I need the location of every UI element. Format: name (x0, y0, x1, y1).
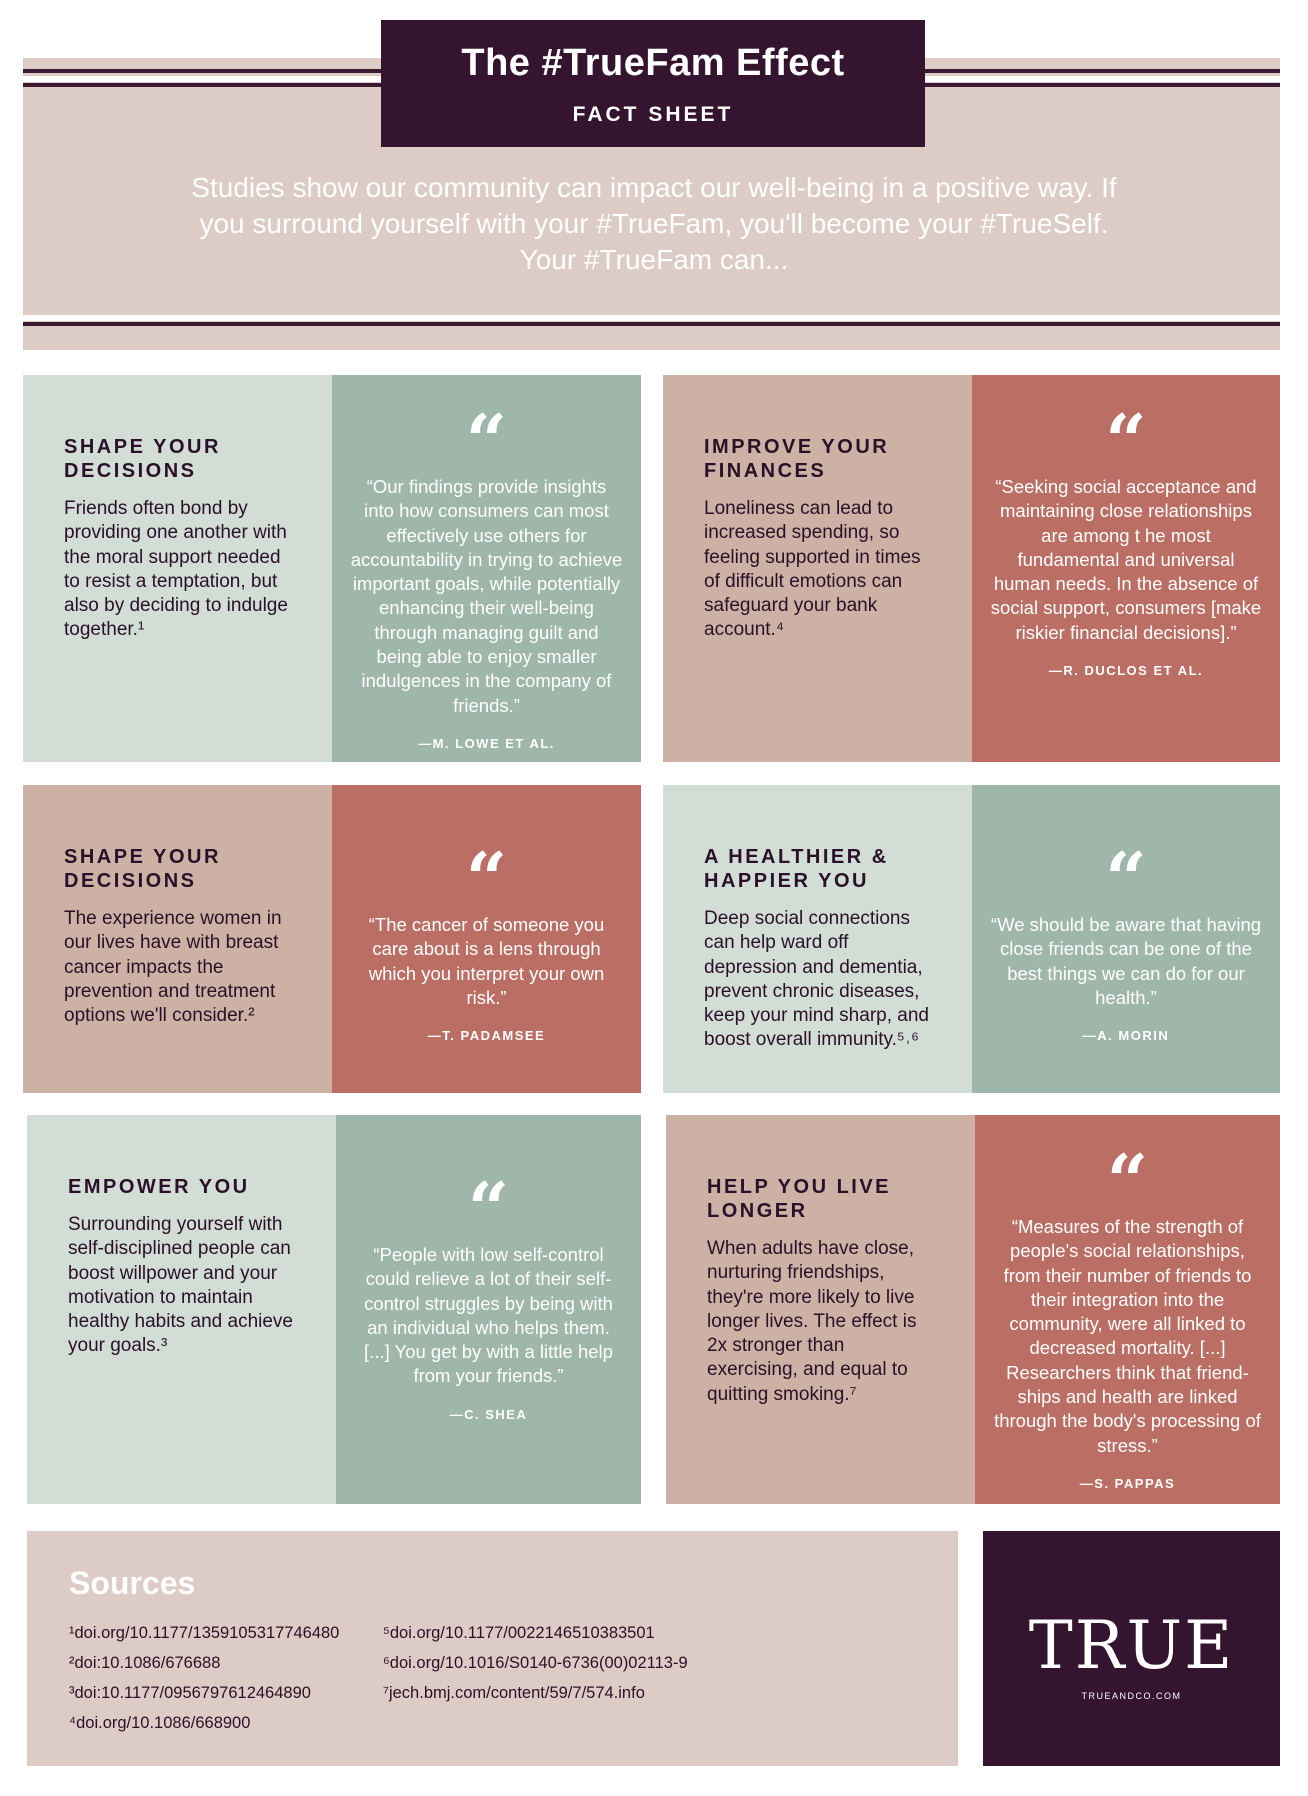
source-item: ⁵doi.org/10.1177/0022146510383501 (383, 1624, 655, 1642)
quote-card-padamsee (332, 785, 641, 1093)
quote-text: “Measures of the strength of people's social relationships, from their number of friends to their integration into the community, were all linked to decreased mortality. [...] Researchers think that friend-ships and health are linked through the body's processing of stress.” (994, 1216, 1261, 1456)
sources-title: Sources (69, 1565, 196, 1601)
header-rule (23, 322, 1280, 326)
source-item: ⁷jech.bmj.com/content/59/7/574.info (383, 1684, 645, 1702)
source-item: ⁴doi.org/10.1086/668900 (69, 1714, 251, 1732)
source-item: ³doi:10.1177/0956797612464890 (69, 1684, 311, 1702)
quote-mark-icon: “ (1105, 836, 1147, 921)
quote-mark-icon: “ (467, 1166, 510, 1251)
card-heading: SHAPE YOUR DECISIONS (64, 436, 221, 482)
card-body: Loneliness can lead to increased spending, so feeling supported in times of difficult emotions can safeguard your bank account.⁴ (704, 498, 921, 641)
card-heading: SHAPE YOUR DECISIONS (64, 846, 221, 892)
sources-column-left (69, 1618, 339, 1738)
quote-attribution: —M. LOWE ET AL. (418, 735, 555, 751)
quote-attribution: —C. SHEA (449, 1406, 528, 1422)
quote-card-morin (972, 785, 1280, 1093)
true-logo: TRUE (1028, 1607, 1235, 1684)
quote-mark-icon: “ (465, 836, 508, 921)
card-body: The experience women in our lives have with breast cancer impacts the prevention and treatment options we'll consider.² (64, 908, 282, 1027)
quote-text: “The cancer of someone you care about is a lens through which you interpret your own risk.” (368, 914, 605, 1008)
quote-attribution: —R. DUCLOS ET AL. (1048, 663, 1204, 679)
sources-panel (27, 1531, 958, 1766)
quote-text: “Seeking social acceptance and maintaining close relationships are among t he most fundamental and universal human needs. In the absence of social support, consumers [make riskier financial decisions].” (990, 476, 1262, 643)
card-heading: EMPOWER YOU (68, 1176, 250, 1198)
sources-column-right (383, 1618, 688, 1708)
quote-card-shea (336, 1115, 641, 1504)
quote-text: “People with low self-control could relieve a lot of their self-control struggles by being with an individual who helps them. [...] You get by with a little help from your friends.” (364, 1244, 613, 1387)
title-box (381, 20, 925, 147)
page-title: The #TrueFam Effect (461, 42, 845, 84)
card-body: Surrounding yourself with self-disciplined people can boost willpower and your motivation to maintain healthy habits and achieve your goals.³ (68, 1214, 293, 1357)
quote-card-duclos (972, 375, 1280, 762)
header-rule-gap (23, 315, 1280, 321)
quote-mark-icon: “ (1106, 1138, 1149, 1223)
card-body: Friends often bond by providing one another with the moral support needed to resist a temptation, but also by deciding to indulge together.¹ (64, 498, 288, 641)
info-card-shape-decisions (23, 375, 332, 762)
card-heading: A HEALTHIER & HAPPIER YOU (704, 846, 889, 892)
quote-attribution: —S. PAPPAS (1079, 1475, 1176, 1491)
quote-mark-icon: “ (1105, 398, 1147, 483)
quote-attribution: —T. PADAMSEE (427, 1028, 546, 1044)
quote-text: “We should be aware that having close friends can be one of the best things we can do for our health.” (990, 914, 1262, 1008)
quote-card-pappas (975, 1115, 1280, 1504)
quote-mark-icon: “ (465, 398, 508, 483)
source-item: ¹doi.org/10.1177/1359105317746480 (69, 1624, 340, 1642)
quote-card-lowe (332, 375, 641, 762)
info-card-finances (663, 375, 972, 762)
card-body: When adults have close, nurturing friendships, they're more likely to live longer lives. The effect is 2x stronger than exercising, and equal to quitting smoking.⁷ (707, 1238, 917, 1405)
card-heading: HELP YOU LIVE LONGER (707, 1176, 892, 1222)
info-card-healthier (663, 785, 972, 1093)
info-card-empower (27, 1115, 336, 1504)
page-subtitle: FACT SHEET (572, 103, 734, 126)
card-body: Deep social connections can help ward off depression and dementia, prevent chronic diseases, keep your mind sharp, and boost overall immunity.⁵˒⁶ (704, 908, 929, 1051)
quote-attribution: —A. MORIN (1082, 1028, 1170, 1044)
quote-text: “Our findings provide insights into how consumers can most effectively use others for accountability in trying to achieve important goals, while potentially enhancing their well-being through managing guilt and being able to enjoy smaller indulgences in the company of friends.” (350, 476, 623, 716)
info-card-live-longer (666, 1115, 975, 1504)
source-item: ²doi:10.1086/676688 (69, 1654, 221, 1672)
source-item: ⁶doi.org/10.1016/S0140-6736(00)02113-9 (383, 1654, 688, 1672)
card-heading: IMPROVE YOUR FINANCES (704, 436, 890, 482)
brand-url: TRUEANDCO.COM (1081, 1691, 1182, 1701)
info-card-breast-cancer (23, 785, 332, 1093)
intro-text: Studies show our community can impact our well-being in a positive way. If you surround yourself with your #TrueFam, you'll become your #TrueSelf. Your #TrueFam can... (191, 172, 1117, 275)
brand-block (983, 1531, 1280, 1766)
